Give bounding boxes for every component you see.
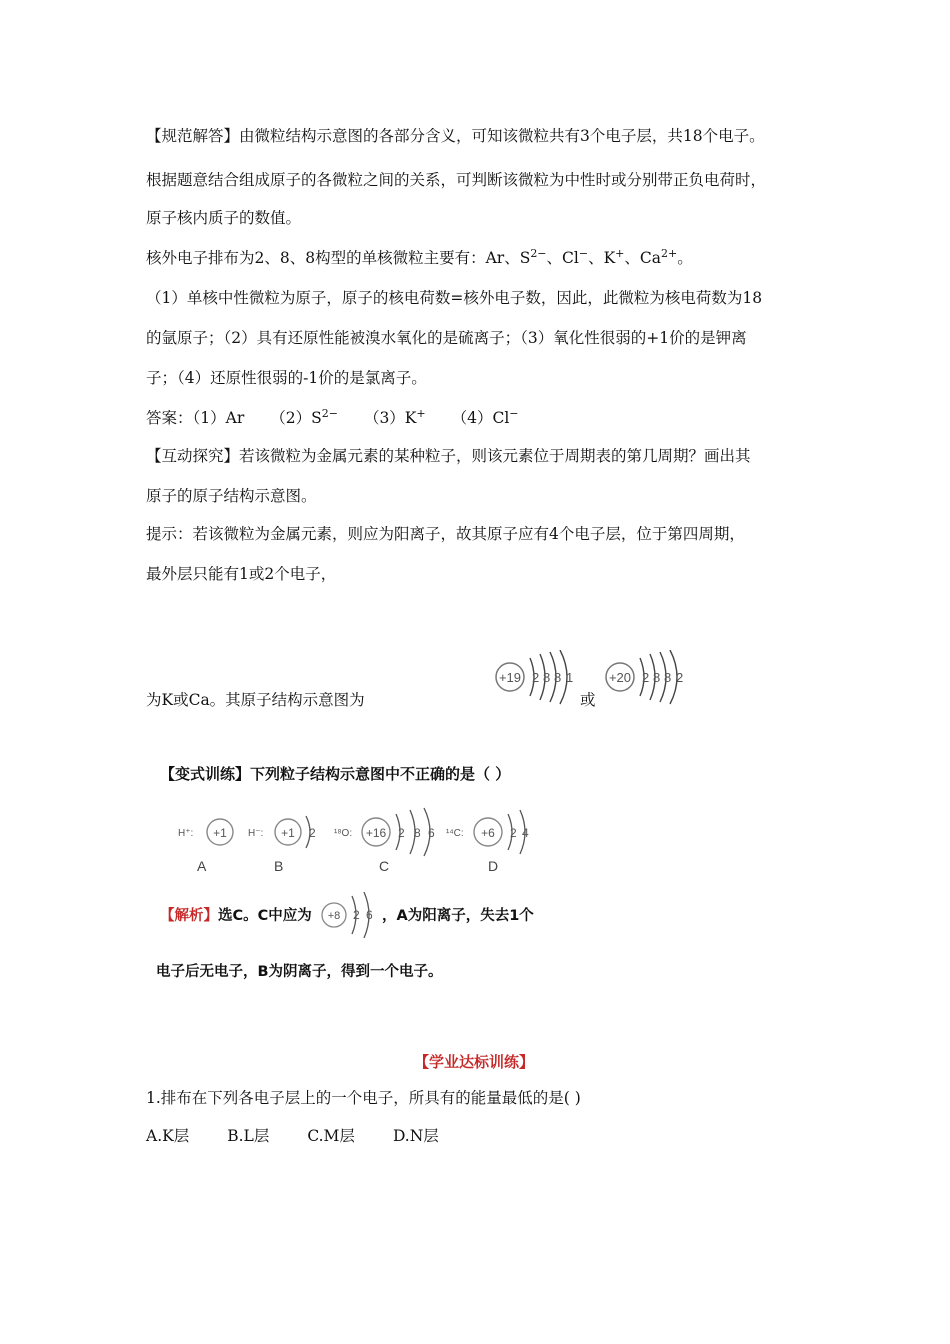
analysis-tag: 【解析】 xyxy=(160,908,218,924)
paragraph-line: （1）单核中性微粒为原子，原子的核电荷数=核外电子数，因此，此微粒为核电荷数为18 xyxy=(146,289,763,307)
svg-text:+6: +6 xyxy=(481,826,495,840)
analysis-line-2: 电子后无电子，B为阴离子，得到一个电子。 xyxy=(156,964,443,980)
svg-text:+19: +19 xyxy=(498,670,522,685)
paragraph-configuration: 核外电子排布为2、8、8构型的单核微粒主要有：Ar、$S^{2-}$、Cl−、K+、$Ca^{2+}$。 xyxy=(146,246,693,267)
paragraph-line: 子；（4）还原性很弱的-1价的是氯离子。 xyxy=(146,369,427,387)
svg-text:+16: +16 xyxy=(365,826,387,840)
svg-text:8: 8 xyxy=(653,670,661,685)
question-1: 1.排布在下列各电子层上的一个电子，所具有的能量最低的是( ) xyxy=(146,1089,581,1107)
paragraph-line: 原子核内质子的数值。 xyxy=(146,209,302,227)
svg-text:2: 2 xyxy=(532,670,540,685)
svg-text:2: 2 xyxy=(510,826,517,840)
svg-text:2: 2 xyxy=(676,670,684,685)
paragraph-line: 原子的原子结构示意图。 xyxy=(146,487,317,505)
paragraph-line: 为K或Ca。其原子结构示意图为 xyxy=(146,691,365,709)
paragraph-line: 根据题意结合组成原子的各微粒之间的关系，可判断该微粒为中性时或分别带正负电荷时， xyxy=(146,171,767,189)
option-b-diagram xyxy=(246,810,326,854)
paragraph-line: 最外层只能有1或2个电子， xyxy=(146,565,337,583)
question-1-options xyxy=(146,1126,477,1146)
svg-text:H⁺:: H⁺: xyxy=(178,828,194,839)
svg-text:+1: +1 xyxy=(213,826,227,840)
svg-text:8: 8 xyxy=(543,670,551,685)
svg-text:2: 2 xyxy=(309,826,316,840)
option-b-label: B xyxy=(274,858,284,874)
svg-text:6: 6 xyxy=(366,908,373,922)
svg-text:4: 4 xyxy=(522,826,529,840)
paragraph-interactive-explore: 【互动探究】若该微粒为金属元素的某种粒子，则该元素位于周期表的第几周期？画出其 xyxy=(146,447,751,465)
svg-text:+20: +20 xyxy=(608,670,632,685)
svg-text:8: 8 xyxy=(554,670,562,685)
analysis-line: 【解析】选C。C中应为 xyxy=(160,908,312,924)
paragraph-normative-answer: 【规范解答】由微粒结构示意图的各部分含义，可知该微粒共有3个电子层，共18个电子。 xyxy=(146,127,765,145)
svg-text:2: 2 xyxy=(398,826,405,840)
q1-option-c: C.M层 xyxy=(307,1127,355,1145)
q1-option-b: B.L层 xyxy=(227,1127,270,1145)
option-d-diagram xyxy=(446,806,536,858)
svg-text:8: 8 xyxy=(664,670,672,685)
svg-text:¹⁸O:: ¹⁸O: xyxy=(334,828,353,839)
svg-text:2: 2 xyxy=(353,908,360,922)
option-a-label: A xyxy=(197,858,207,874)
calcium-atom-diagram xyxy=(602,650,702,710)
variant-training-title: 【变式训练】下列粒子结构示意图中不正确的是（ ） xyxy=(160,765,511,783)
svg-text:¹⁴C:: ¹⁴C: xyxy=(446,828,464,839)
option-c-diagram xyxy=(334,806,444,858)
option-a-diagram xyxy=(176,810,246,854)
option-d-label: D xyxy=(488,858,499,874)
analysis-line-cont: ，A为阳离子，失去1个 xyxy=(382,908,534,924)
q1-option-d: D.N层 xyxy=(392,1127,439,1145)
svg-text:6: 6 xyxy=(428,826,435,840)
answer-line: 答案：（1）Ar $(2)S^{2-}$ （3）K+ （4）Cl− xyxy=(146,406,519,427)
answer-label: 答案： xyxy=(146,409,193,427)
svg-text:1: 1 xyxy=(566,670,574,685)
or-word: 或 xyxy=(580,691,596,709)
svg-text:+8: +8 xyxy=(327,910,341,922)
potassium-atom-diagram xyxy=(492,650,592,710)
option-c-label: C xyxy=(379,858,390,874)
paragraph-hint: 提示：若该微粒为金属元素，则应为阳离子，故其原子应有4个电子层，位于第四周期， xyxy=(146,525,745,543)
q1-option-a: A.K层 xyxy=(146,1127,190,1145)
svg-text:8: 8 xyxy=(414,826,421,840)
svg-text:+1: +1 xyxy=(281,826,295,840)
section-title: 【学业达标训练】 xyxy=(414,1053,535,1071)
svg-text:H⁻:: H⁻: xyxy=(248,828,264,839)
oxygen-atom-diagram xyxy=(320,888,380,942)
paragraph-line: 的氩原子；（2）具有还原性能被溴水氧化的是硫离子；（3）氧化性很弱的+1价的是钾离 xyxy=(146,329,747,347)
svg-text:2: 2 xyxy=(642,670,650,685)
